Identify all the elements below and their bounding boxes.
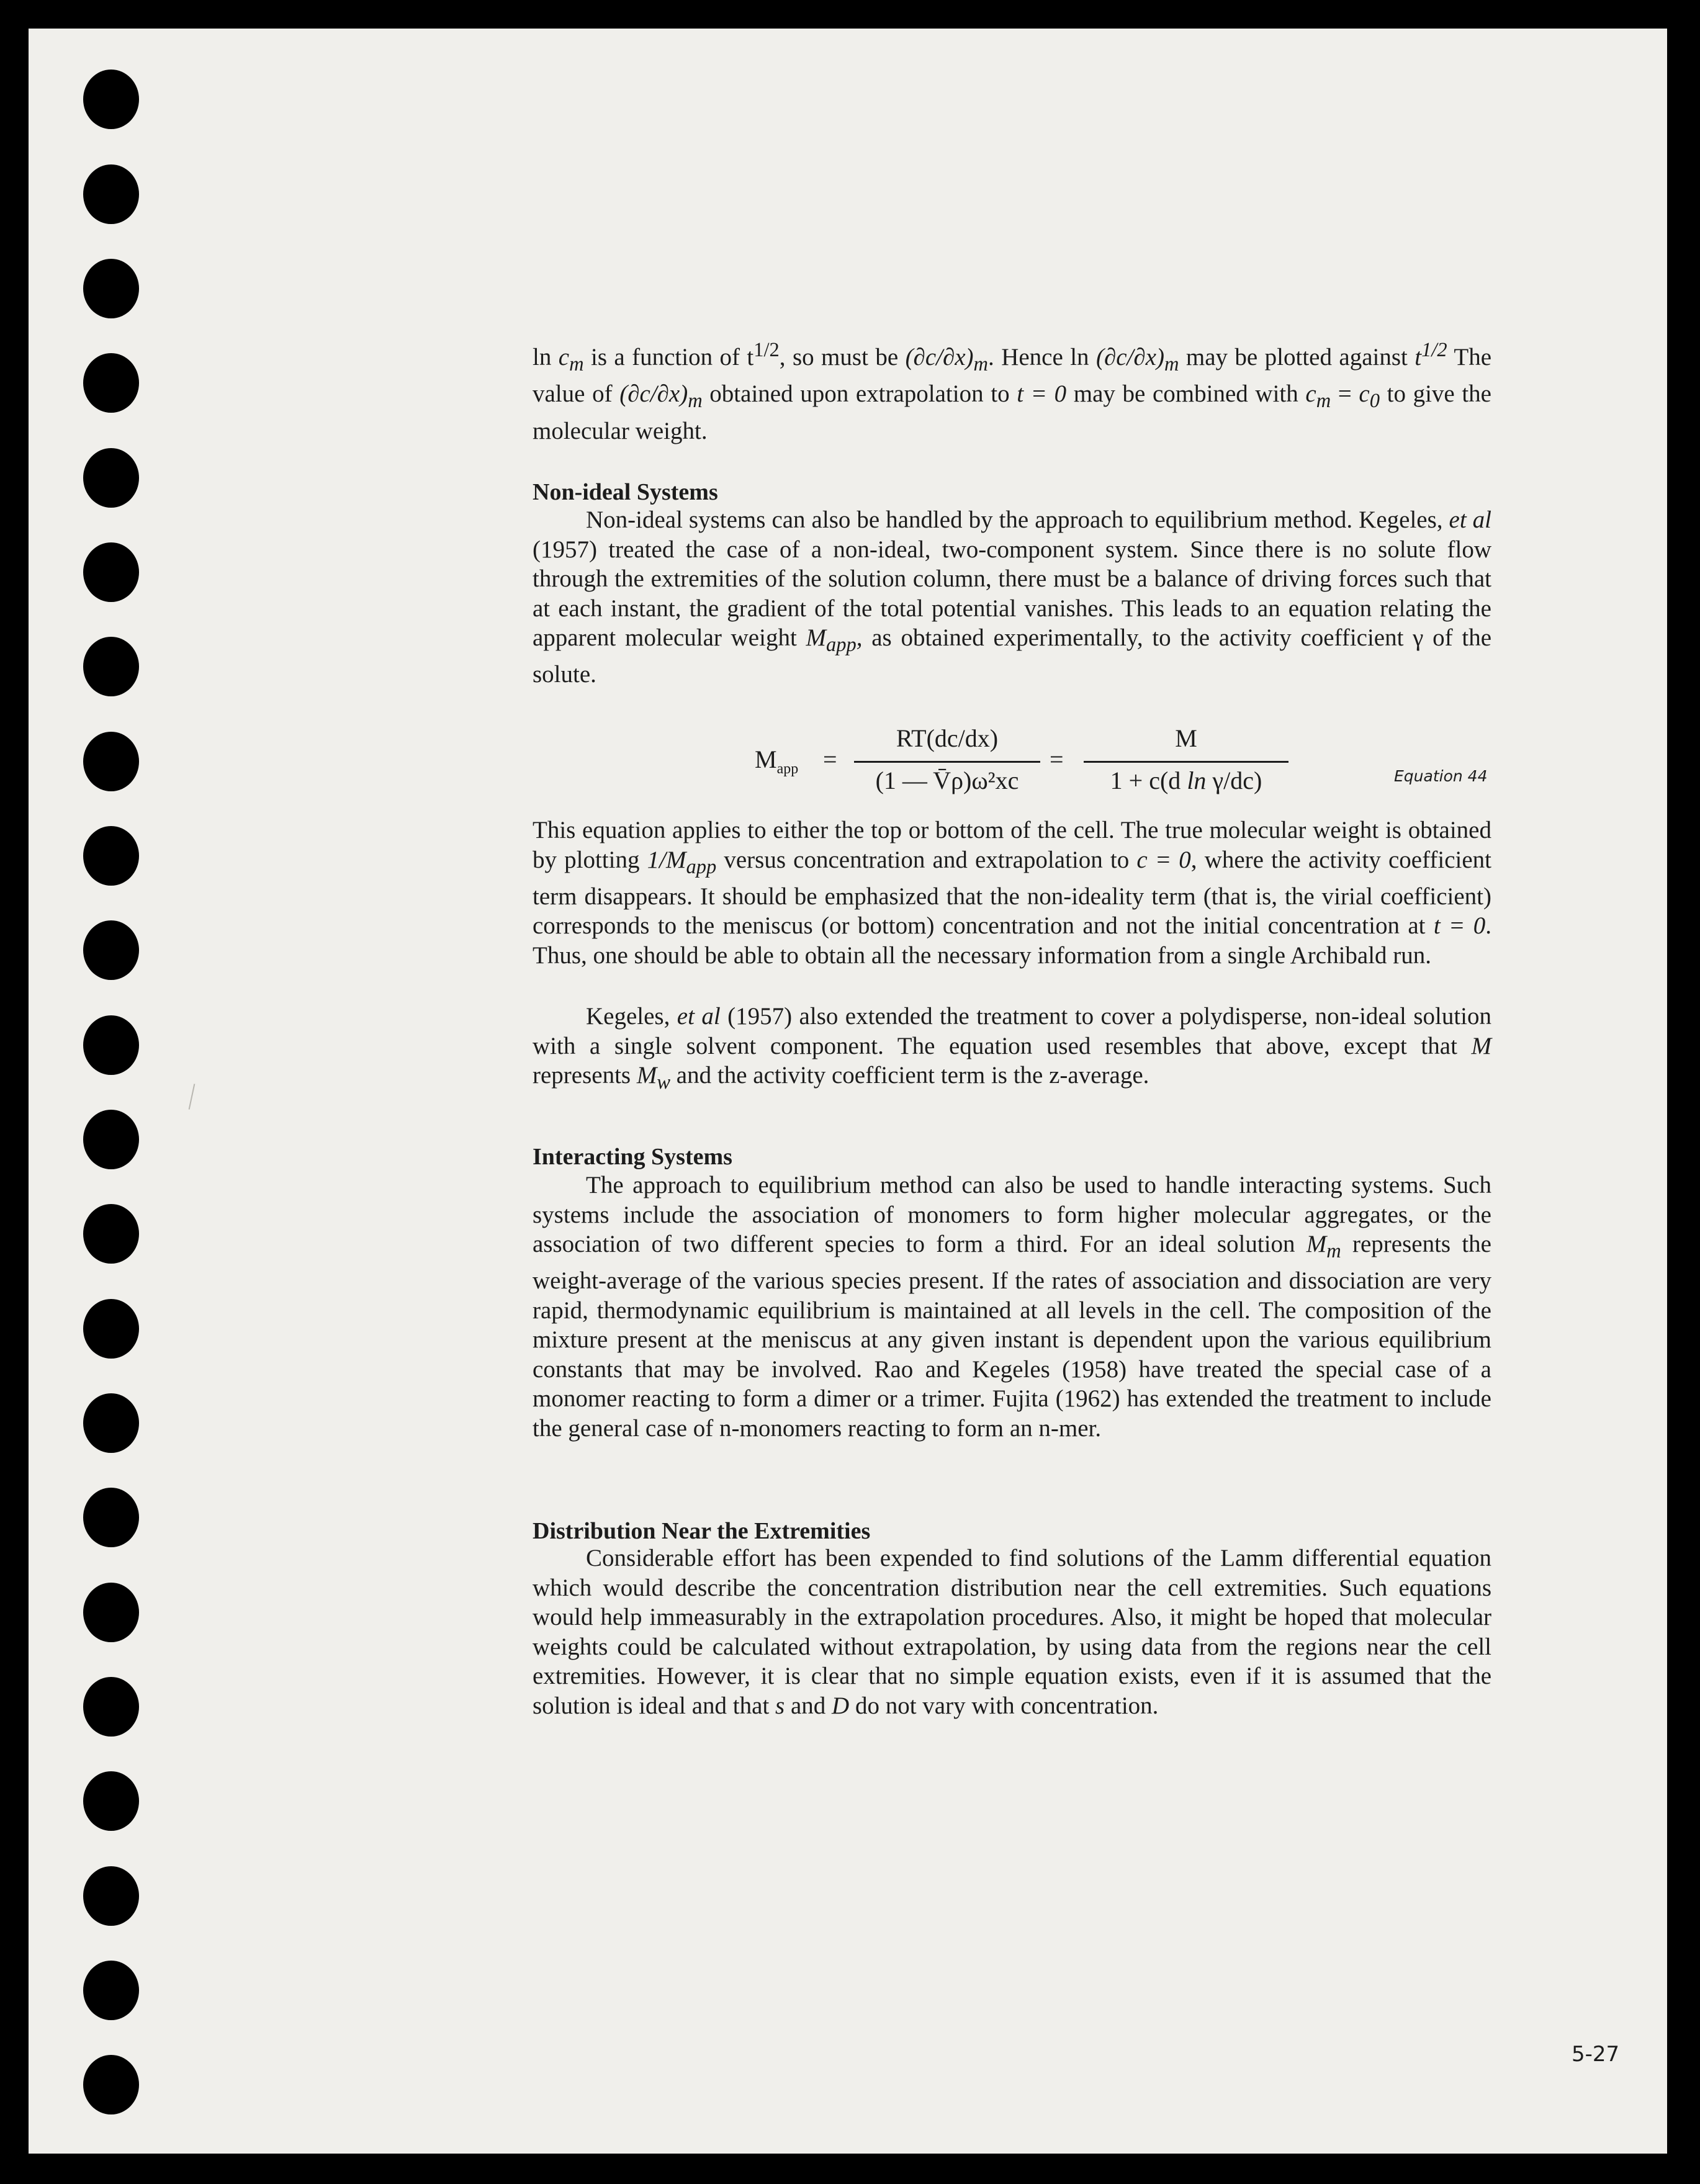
fraction-2-numerator: M xyxy=(1175,724,1197,752)
binder-hole xyxy=(83,542,139,602)
binder-hole xyxy=(83,1110,139,1169)
binder-hole xyxy=(83,1393,139,1453)
binder-hole xyxy=(83,1677,139,1737)
binder-hole xyxy=(83,2055,139,2114)
equation-lhs: $M_{app}$ xyxy=(755,745,799,777)
fraction-1 xyxy=(854,724,1040,811)
nonideal-paragraph-2: This equation applies to either the top or bottom of the cell. The true molecular weight is obtained by plotting $1/M_{app}$ versus concentration and extrapolation to c = 0, where the activity coefficient term disappears. It should be emphasized that the non-ideality term (that is, the virial coefficient) corresponds to the meniscus (or bottom) concentration and not the initial concentration at t = 0. Thus, one should be able to obtain all the necessary information from a single Archibald run. xyxy=(533,817,1492,969)
fraction-2 xyxy=(1084,724,1288,811)
binder-hole xyxy=(83,259,139,318)
binder-hole xyxy=(83,732,139,791)
fraction-1-numerator: RT(dc/dx) xyxy=(896,724,999,752)
document-page xyxy=(29,29,1667,2154)
binder-hole xyxy=(83,164,139,224)
binder-hole xyxy=(83,70,139,129)
fraction-1-denominator: (1 — V̄ρ)ω²xc xyxy=(875,766,1019,794)
binder-hole xyxy=(83,1583,139,1642)
equation-equals: = xyxy=(1050,745,1064,773)
section-heading-interacting: Interacting Systems xyxy=(533,1144,732,1170)
paper-mark xyxy=(189,1084,196,1109)
intro-paragraph xyxy=(533,336,1491,446)
binder-hole xyxy=(83,1771,139,1831)
section-heading-distribution: Distribution Near the Extremities xyxy=(533,1518,871,1544)
nonideal-paragraph-1: Non-ideal systems can also be handled by the approach to equilibrium method. Kegeles, et al (1957) treated the case of a non-ideal, two-component system. Since there is no solute flow through the extremities of the solution column, there must be a balance of driving forces such that at each instant, the gradient of the total potential vanishes. This leads to an equation relating the apparent molecular weight $M_{app}$, as obtained experimentally, to the activity coefficient γ of the solute. xyxy=(533,506,1492,688)
fraction-2-denominator: 1 + c(d ln γ/dc) xyxy=(1110,766,1262,794)
equation-equals: = xyxy=(823,745,837,773)
binder-hole xyxy=(83,1299,139,1359)
binder-hole xyxy=(83,1204,139,1264)
equation-label: Equation 44 xyxy=(1394,767,1488,785)
binder-hole xyxy=(83,1961,139,2020)
binder-hole xyxy=(83,1015,139,1075)
binder-hole xyxy=(83,637,139,696)
intro-text: $\ln c_m$ is a function of $t^{1/2}$, so must be $(\partial c/\partial x)_m$. Hence $\ln (\partial c/\partial x)_m$ may be plotted against $t^{1/2}$ The value of $(\partial c/\partial x)_m$ obtained upon extrapolation to t = 0 may be combined with $c_m = c_0$ to give the molecular weight. xyxy=(533,339,1492,444)
binder-hole xyxy=(83,1866,139,1926)
fraction-2-bar xyxy=(1084,761,1288,763)
binder-hole xyxy=(83,448,139,508)
binder-hole xyxy=(83,353,139,413)
page-number: 5-27 xyxy=(1572,2042,1620,2067)
binder-hole xyxy=(83,1488,139,1547)
nonideal-paragraph-3: Kegeles, et al (1957) also extended the treatment to cover a polydisperse, non-ideal solution with a single solvent component. The equation used resembles that above, except that M represents $M_w$ and the activity coefficient term is the z-average. xyxy=(533,1003,1492,1094)
distribution-paragraph: Considerable effort has been expended to find solutions of the Lamm differential equation which would describe the concentration distribution near the cell extremities. Such equations would help immeasurably in the extrapolation procedures. Also, it might be hoped that molecular weights could be calculated without extrapolation, by using data from the regions near the cell extremities. However, it is clear that no simple equation exists, even if it is assumed that the solution is ideal and that s and D do not vary with concentration. xyxy=(533,1545,1491,1719)
binder-hole xyxy=(83,826,139,886)
section-heading-nonideal: Non-ideal Systems xyxy=(533,479,718,505)
fraction-1-bar xyxy=(854,761,1040,763)
binder-hole xyxy=(83,920,139,980)
interacting-paragraph: The approach to equilibrium method can also be used to handle interacting systems. Such systems include the association of monomers to form higher molecular aggregates, or the association of two different species to form a third. For an ideal solution $M_m$ represents the weight-average of the various species present. If the rates of association and dissociation are very rapid, thermodynamic equilibrium is maintained at all levels in the cell. The composition of the mixture present at the meniscus at any given instant is dependent upon the various equilibrium constants that may be involved. Rao and Kegeles (1958) have treated the special case of a monomer reacting to form a dimer or a trimer. Fujita (1962) has extended the treatment to include the general case of n-monomers reacting to form an n-mer. xyxy=(533,1172,1491,1442)
